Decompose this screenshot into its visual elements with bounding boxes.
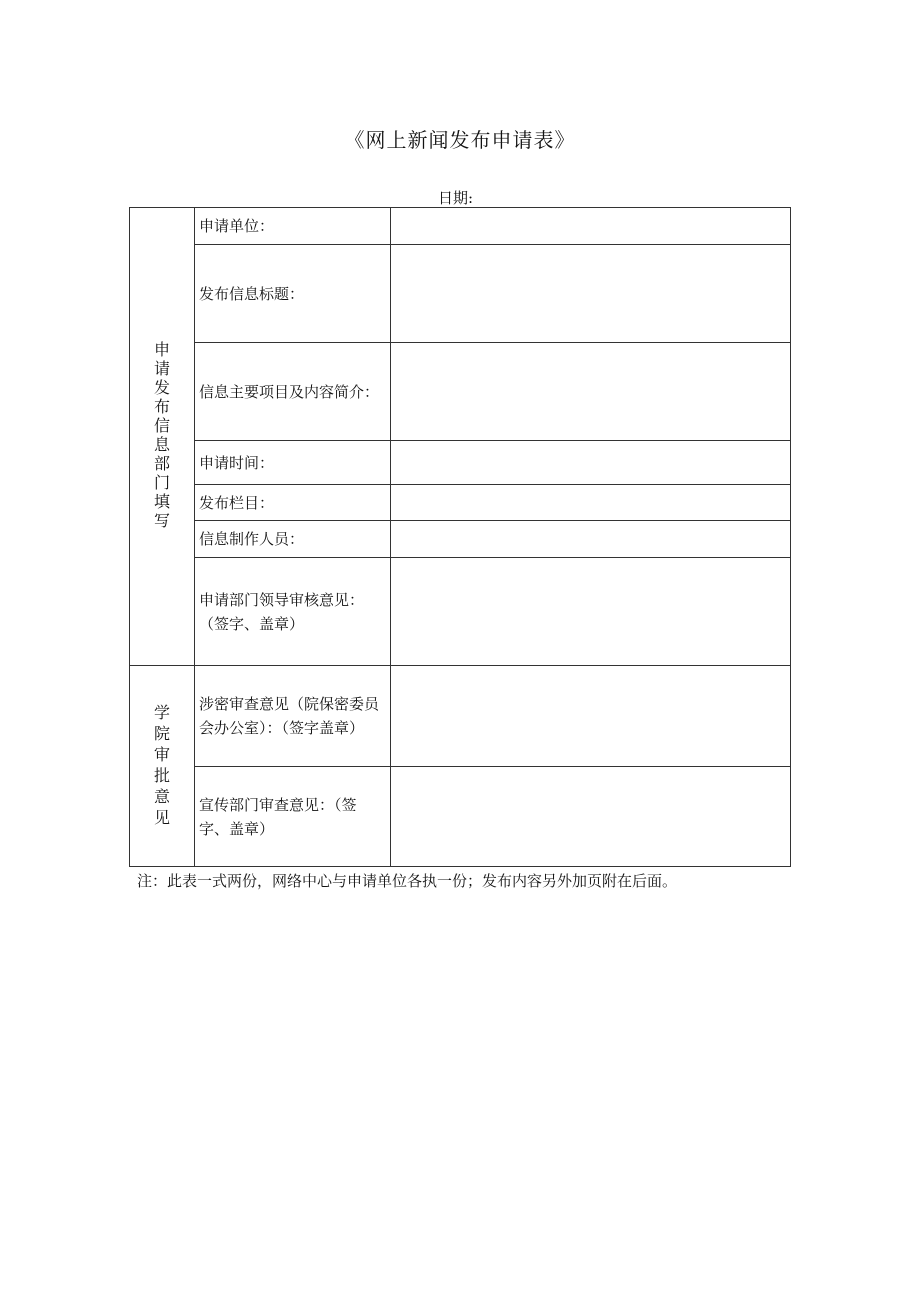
date-label: 日期: (438, 189, 474, 207)
table-row (130, 558, 791, 666)
field-column[interactable] (391, 485, 791, 521)
field-publicity-review[interactable] (391, 767, 791, 867)
field-apply-time[interactable] (391, 441, 791, 485)
table-row (130, 485, 791, 521)
field-info-title[interactable] (391, 245, 791, 343)
row-label-apply-time: 申请时间： (195, 441, 391, 485)
field-producer[interactable] (391, 521, 791, 558)
table-row (130, 208, 791, 245)
section-applicant (130, 208, 195, 666)
field-applicant-unit[interactable] (391, 208, 791, 245)
table-row (130, 441, 791, 485)
field-secrecy-review[interactable] (391, 666, 791, 767)
row-label-producer: 信息制作人员： (195, 521, 391, 558)
footnote: 注：此表一式两份，网络中心与申请单位各执一份；发布内容另外加页附在后面。 (137, 872, 678, 890)
row-label-content-summary: 信息主要项目及内容简介： (195, 343, 391, 441)
table-row (130, 343, 791, 441)
section-college (130, 666, 195, 867)
table-row (130, 767, 791, 867)
row-label-dept-leader-review: 申请部门领导审核意见：（签字、盖章） (195, 558, 391, 666)
row-label-info-title: 发布信息标题： (195, 245, 391, 343)
row-label-column: 发布栏目： (195, 485, 391, 521)
field-dept-leader-review[interactable] (391, 558, 791, 666)
application-form-table (129, 207, 791, 867)
table-row (130, 666, 791, 767)
field-content-summary[interactable] (391, 343, 791, 441)
section-applicant-label: 申请发布信息部门填写 (153, 340, 170, 530)
section-college-label: 学院审批意见 (153, 703, 170, 827)
table-row (130, 521, 791, 558)
row-label-applicant-unit: 申请单位： (195, 208, 391, 245)
table-row (130, 245, 791, 343)
row-label-publicity-review: 宣传部门审查意见：（签字、盖章） (195, 767, 391, 867)
form-title: 《网上新闻发布申请表》 (344, 128, 576, 152)
row-label-secrecy-review: 涉密审查意见（院保密委员会办公室）：（签字盖章） (195, 666, 391, 767)
